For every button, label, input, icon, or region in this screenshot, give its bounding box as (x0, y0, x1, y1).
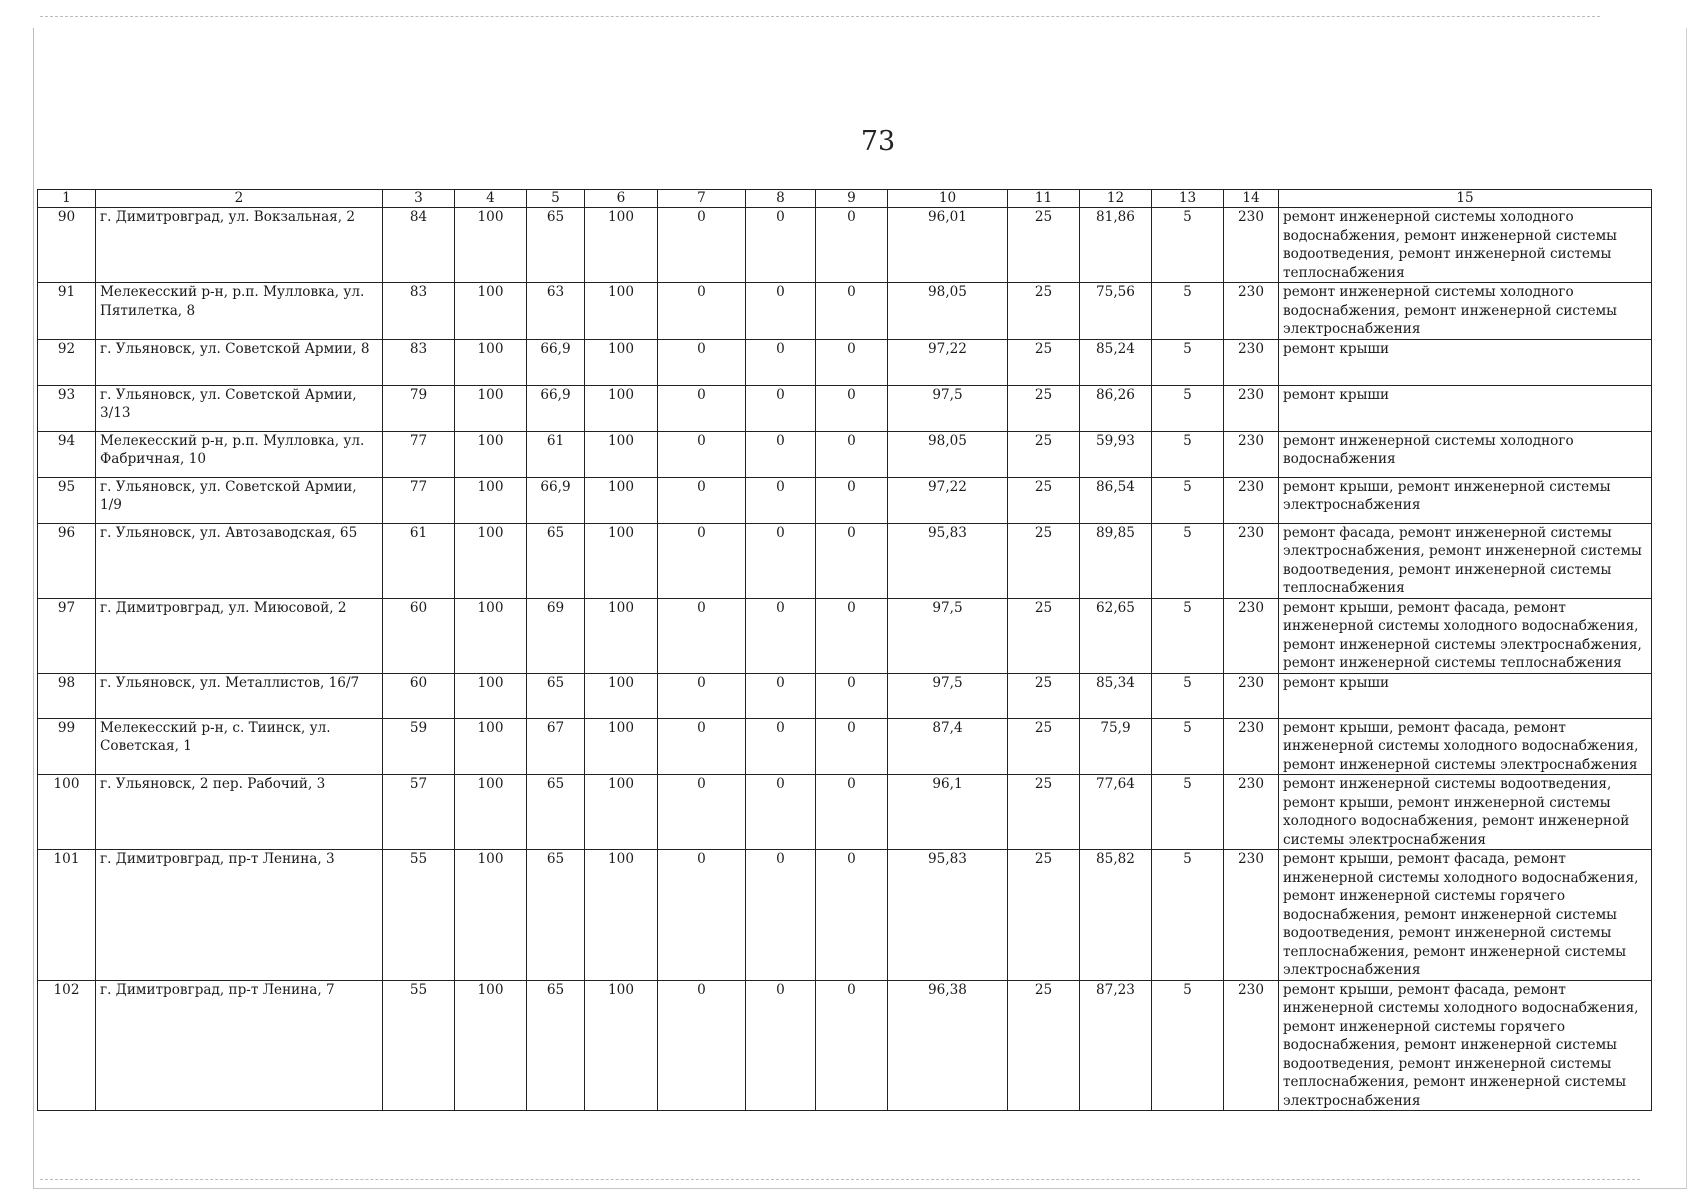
address-cell: г. Ульяновск, 2 пер. Рабочий, 3 (96, 775, 383, 850)
works-cell: ремонт инженерной системы холодного водоснабжения, ремонт инженерной системы электроснабжения (1279, 283, 1652, 340)
value-cell-c6: 100 (585, 598, 658, 673)
value-cell-c8: 0 (746, 208, 816, 283)
value-cell-c4: 100 (455, 477, 527, 523)
value-cell-c10: 95,83 (888, 523, 1008, 598)
table-row (38, 523, 1652, 598)
scan-edge-top (40, 16, 1600, 17)
value-cell-c12: 85,24 (1080, 339, 1152, 385)
value-cell-c5: 67 (527, 718, 585, 775)
value-cell-c11: 25 (1008, 208, 1080, 283)
value-cell-c9: 0 (816, 477, 888, 523)
value-cell-c6: 100 (585, 339, 658, 385)
value-cell-c8: 0 (746, 431, 816, 477)
value-cell-c6: 100 (585, 208, 658, 283)
value-cell-c7: 0 (658, 673, 746, 718)
value-cell-c13: 5 (1152, 208, 1224, 283)
value-cell-c3: 57 (383, 775, 455, 850)
column-header-2: 2 (96, 190, 383, 208)
works-cell: ремонт крыши (1279, 673, 1652, 718)
address-cell: г. Ульяновск, ул. Советской Армии, 1/9 (96, 477, 383, 523)
value-cell-c13: 5 (1152, 339, 1224, 385)
value-cell-c4: 100 (455, 385, 527, 431)
row-number-cell: 100 (38, 775, 96, 850)
table-row (38, 385, 1652, 431)
value-cell-c13: 5 (1152, 523, 1224, 598)
table-row (38, 431, 1652, 477)
value-cell-c12: 87,23 (1080, 980, 1152, 1111)
value-cell-c5: 66,9 (527, 477, 585, 523)
address-cell: г. Ульяновск, ул. Советской Армии, 3/13 (96, 385, 383, 431)
table-row (38, 598, 1652, 673)
value-cell-c8: 0 (746, 339, 816, 385)
works-cell: ремонт крыши, ремонт инженерной системы электроснабжения (1279, 477, 1652, 523)
column-header-8: 8 (746, 190, 816, 208)
value-cell-c14: 230 (1224, 477, 1279, 523)
value-cell-c9: 0 (816, 283, 888, 340)
value-cell-c10: 97,5 (888, 598, 1008, 673)
works-cell: ремонт крыши, ремонт фасада, ремонт инженерной системы холодного водоснабжения, ремонт инженерной системы горячего водоснабжения, ремонт инженерной системы водоотведения, ремонт инженерной системы теплоснабжения, ремонт инженерной системы электроснабжения (1279, 980, 1652, 1111)
value-cell-c5: 66,9 (527, 339, 585, 385)
row-number-cell: 99 (38, 718, 96, 775)
value-cell-c5: 65 (527, 673, 585, 718)
table-row (38, 477, 1652, 523)
value-cell-c8: 0 (746, 718, 816, 775)
value-cell-c10: 97,5 (888, 673, 1008, 718)
value-cell-c5: 65 (527, 208, 585, 283)
value-cell-c12: 75,56 (1080, 283, 1152, 340)
value-cell-c7: 0 (658, 208, 746, 283)
value-cell-c13: 5 (1152, 283, 1224, 340)
page-number: 73 (860, 126, 896, 157)
value-cell-c10: 96,38 (888, 980, 1008, 1111)
value-cell-c12: 59,93 (1080, 431, 1152, 477)
value-cell-c11: 25 (1008, 850, 1080, 981)
value-cell-c4: 100 (455, 850, 527, 981)
value-cell-c11: 25 (1008, 775, 1080, 850)
value-cell-c13: 5 (1152, 850, 1224, 981)
value-cell-c6: 100 (585, 718, 658, 775)
row-number-cell: 92 (38, 339, 96, 385)
address-cell: г. Димитровград, ул. Вокзальная, 2 (96, 208, 383, 283)
value-cell-c11: 25 (1008, 523, 1080, 598)
column-header-3: 3 (383, 190, 455, 208)
value-cell-c14: 230 (1224, 775, 1279, 850)
works-cell: ремонт инженерной системы холодного водоснабжения (1279, 431, 1652, 477)
register-table (37, 189, 1652, 1111)
value-cell-c3: 55 (383, 980, 455, 1111)
value-cell-c13: 5 (1152, 598, 1224, 673)
works-cell: ремонт крыши, ремонт фасада, ремонт инженерной системы холодного водоснабжения, ремонт инженерной системы электроснабжения, ремонт инженерной системы теплоснабжения (1279, 598, 1652, 673)
value-cell-c13: 5 (1152, 385, 1224, 431)
value-cell-c14: 230 (1224, 523, 1279, 598)
table-row (38, 339, 1652, 385)
value-cell-c3: 60 (383, 598, 455, 673)
value-cell-c4: 100 (455, 598, 527, 673)
value-cell-c12: 77,64 (1080, 775, 1152, 850)
table-row (38, 850, 1652, 981)
works-cell: ремонт крыши (1279, 339, 1652, 385)
value-cell-c11: 25 (1008, 431, 1080, 477)
value-cell-c3: 77 (383, 431, 455, 477)
value-cell-c14: 230 (1224, 208, 1279, 283)
value-cell-c11: 25 (1008, 339, 1080, 385)
value-cell-c11: 25 (1008, 283, 1080, 340)
column-header-12: 12 (1080, 190, 1152, 208)
value-cell-c8: 0 (746, 477, 816, 523)
address-cell: г. Ульяновск, ул. Советской Армии, 8 (96, 339, 383, 385)
value-cell-c14: 230 (1224, 673, 1279, 718)
value-cell-c4: 100 (455, 339, 527, 385)
column-header-1: 1 (38, 190, 96, 208)
row-number-cell: 97 (38, 598, 96, 673)
value-cell-c11: 25 (1008, 673, 1080, 718)
column-number-row (38, 190, 1652, 208)
value-cell-c6: 100 (585, 385, 658, 431)
column-header-14: 14 (1224, 190, 1279, 208)
value-cell-c5: 66,9 (527, 385, 585, 431)
address-cell: г. Димитровград, пр-т Ленина, 7 (96, 980, 383, 1111)
row-number-cell: 101 (38, 850, 96, 981)
address-cell: Мелекесский р-н, р.п. Мулловка, ул. Фабричная, 10 (96, 431, 383, 477)
value-cell-c3: 83 (383, 339, 455, 385)
address-cell: Мелекесский р-н, р.п. Мулловка, ул. Пятилетка, 8 (96, 283, 383, 340)
value-cell-c7: 0 (658, 598, 746, 673)
value-cell-c7: 0 (658, 339, 746, 385)
value-cell-c11: 25 (1008, 718, 1080, 775)
value-cell-c6: 100 (585, 775, 658, 850)
value-cell-c5: 65 (527, 980, 585, 1111)
value-cell-c9: 0 (816, 718, 888, 775)
value-cell-c6: 100 (585, 477, 658, 523)
value-cell-c6: 100 (585, 283, 658, 340)
column-header-5: 5 (527, 190, 585, 208)
address-cell: г. Ульяновск, ул. Автозаводская, 65 (96, 523, 383, 598)
value-cell-c14: 230 (1224, 431, 1279, 477)
value-cell-c12: 62,65 (1080, 598, 1152, 673)
value-cell-c8: 0 (746, 673, 816, 718)
value-cell-c4: 100 (455, 980, 527, 1111)
value-cell-c12: 75,9 (1080, 718, 1152, 775)
value-cell-c14: 230 (1224, 850, 1279, 981)
address-cell: г. Ульяновск, ул. Металлистов, 16/7 (96, 673, 383, 718)
table-row (38, 775, 1652, 850)
value-cell-c4: 100 (455, 523, 527, 598)
value-cell-c13: 5 (1152, 775, 1224, 850)
value-cell-c3: 55 (383, 850, 455, 981)
value-cell-c4: 100 (455, 208, 527, 283)
works-cell: ремонт крыши (1279, 385, 1652, 431)
table-row (38, 718, 1652, 775)
value-cell-c7: 0 (658, 477, 746, 523)
value-cell-c4: 100 (455, 673, 527, 718)
row-number-cell: 98 (38, 673, 96, 718)
value-cell-c13: 5 (1152, 477, 1224, 523)
column-header-7: 7 (658, 190, 746, 208)
value-cell-c14: 230 (1224, 339, 1279, 385)
address-cell: г. Димитровград, ул. Миюсовой, 2 (96, 598, 383, 673)
value-cell-c4: 100 (455, 718, 527, 775)
works-cell: ремонт фасада, ремонт инженерной системы электроснабжения, ремонт инженерной системы водоотведения, ремонт инженерной системы теплоснабжения (1279, 523, 1652, 598)
value-cell-c14: 230 (1224, 980, 1279, 1111)
row-number-cell: 102 (38, 980, 96, 1111)
table-body (38, 208, 1652, 1111)
value-cell-c5: 65 (527, 523, 585, 598)
row-number-cell: 93 (38, 385, 96, 431)
value-cell-c9: 0 (816, 598, 888, 673)
value-cell-c12: 86,54 (1080, 477, 1152, 523)
value-cell-c7: 0 (658, 523, 746, 598)
column-header-9: 9 (816, 190, 888, 208)
value-cell-c12: 81,86 (1080, 208, 1152, 283)
value-cell-c9: 0 (816, 673, 888, 718)
works-cell: ремонт инженерной системы водоотведения, ремонт крыши, ремонт инженерной системы холодного водоснабжения, ремонт инженерной системы электроснабжения (1279, 775, 1652, 850)
table-row (38, 208, 1652, 283)
value-cell-c7: 0 (658, 385, 746, 431)
value-cell-c4: 100 (455, 431, 527, 477)
value-cell-c13: 5 (1152, 431, 1224, 477)
value-cell-c14: 230 (1224, 598, 1279, 673)
value-cell-c8: 0 (746, 385, 816, 431)
column-header-10: 10 (888, 190, 1008, 208)
value-cell-c11: 25 (1008, 598, 1080, 673)
address-cell: Мелекесский р-н, с. Тиинск, ул. Советская, 1 (96, 718, 383, 775)
value-cell-c13: 5 (1152, 673, 1224, 718)
value-cell-c6: 100 (585, 523, 658, 598)
value-cell-c7: 0 (658, 980, 746, 1111)
value-cell-c3: 84 (383, 208, 455, 283)
value-cell-c4: 100 (455, 283, 527, 340)
value-cell-c7: 0 (658, 431, 746, 477)
row-number-cell: 94 (38, 431, 96, 477)
value-cell-c5: 63 (527, 283, 585, 340)
value-cell-c12: 89,85 (1080, 523, 1152, 598)
value-cell-c12: 85,82 (1080, 850, 1152, 981)
address-cell: г. Димитровград, пр-т Ленина, 3 (96, 850, 383, 981)
value-cell-c5: 61 (527, 431, 585, 477)
row-number-cell: 91 (38, 283, 96, 340)
value-cell-c6: 100 (585, 980, 658, 1111)
value-cell-c9: 0 (816, 385, 888, 431)
value-cell-c5: 69 (527, 598, 585, 673)
value-cell-c11: 25 (1008, 385, 1080, 431)
value-cell-c5: 65 (527, 850, 585, 981)
table-row (38, 283, 1652, 340)
table-row (38, 980, 1652, 1111)
column-header-11: 11 (1008, 190, 1080, 208)
works-cell: ремонт крыши, ремонт фасада, ремонт инженерной системы холодного водоснабжения, ремонт инженерной системы электроснабжения (1279, 718, 1652, 775)
value-cell-c7: 0 (658, 718, 746, 775)
value-cell-c6: 100 (585, 431, 658, 477)
value-cell-c7: 0 (658, 775, 746, 850)
value-cell-c14: 230 (1224, 718, 1279, 775)
value-cell-c14: 230 (1224, 385, 1279, 431)
value-cell-c10: 96,1 (888, 775, 1008, 850)
row-number-cell: 90 (38, 208, 96, 283)
value-cell-c9: 0 (816, 980, 888, 1111)
column-header-6: 6 (585, 190, 658, 208)
value-cell-c8: 0 (746, 980, 816, 1111)
column-header-15: 15 (1279, 190, 1652, 208)
value-cell-c10: 96,01 (888, 208, 1008, 283)
value-cell-c12: 85,34 (1080, 673, 1152, 718)
value-cell-c10: 98,05 (888, 283, 1008, 340)
value-cell-c13: 5 (1152, 718, 1224, 775)
value-cell-c7: 0 (658, 283, 746, 340)
value-cell-c3: 83 (383, 283, 455, 340)
scan-edge-bottom (40, 1179, 1640, 1180)
value-cell-c3: 60 (383, 673, 455, 718)
value-cell-c10: 97,22 (888, 339, 1008, 385)
value-cell-c3: 77 (383, 477, 455, 523)
value-cell-c9: 0 (816, 208, 888, 283)
works-cell: ремонт крыши, ремонт фасада, ремонт инженерной системы холодного водоснабжения, ремонт инженерной системы горячего водоснабжения, ремонт инженерной системы водоотведения, ремонт инженерной системы теплоснабжения, ремонт инженерной системы электроснабжения (1279, 850, 1652, 981)
value-cell-c12: 86,26 (1080, 385, 1152, 431)
works-cell: ремонт инженерной системы холодного водоснабжения, ремонт инженерной системы водоотведения, ремонт инженерной системы теплоснабжения (1279, 208, 1652, 283)
value-cell-c8: 0 (746, 283, 816, 340)
value-cell-c9: 0 (816, 339, 888, 385)
value-cell-c8: 0 (746, 523, 816, 598)
value-cell-c14: 230 (1224, 283, 1279, 340)
value-cell-c10: 97,5 (888, 385, 1008, 431)
value-cell-c9: 0 (816, 431, 888, 477)
row-number-cell: 96 (38, 523, 96, 598)
value-cell-c10: 95,83 (888, 850, 1008, 981)
value-cell-c13: 5 (1152, 980, 1224, 1111)
value-cell-c9: 0 (816, 775, 888, 850)
value-cell-c6: 100 (585, 850, 658, 981)
value-cell-c3: 79 (383, 385, 455, 431)
value-cell-c11: 25 (1008, 477, 1080, 523)
value-cell-c8: 0 (746, 775, 816, 850)
value-cell-c3: 61 (383, 523, 455, 598)
value-cell-c7: 0 (658, 850, 746, 981)
value-cell-c9: 0 (816, 850, 888, 981)
value-cell-c6: 100 (585, 673, 658, 718)
value-cell-c8: 0 (746, 850, 816, 981)
value-cell-c3: 59 (383, 718, 455, 775)
column-header-4: 4 (455, 190, 527, 208)
table-row (38, 673, 1652, 718)
value-cell-c9: 0 (816, 523, 888, 598)
value-cell-c4: 100 (455, 775, 527, 850)
value-cell-c5: 65 (527, 775, 585, 850)
value-cell-c11: 25 (1008, 980, 1080, 1111)
value-cell-c8: 0 (746, 598, 816, 673)
row-number-cell: 95 (38, 477, 96, 523)
value-cell-c10: 98,05 (888, 431, 1008, 477)
value-cell-c10: 97,22 (888, 477, 1008, 523)
value-cell-c10: 87,4 (888, 718, 1008, 775)
column-header-13: 13 (1152, 190, 1224, 208)
